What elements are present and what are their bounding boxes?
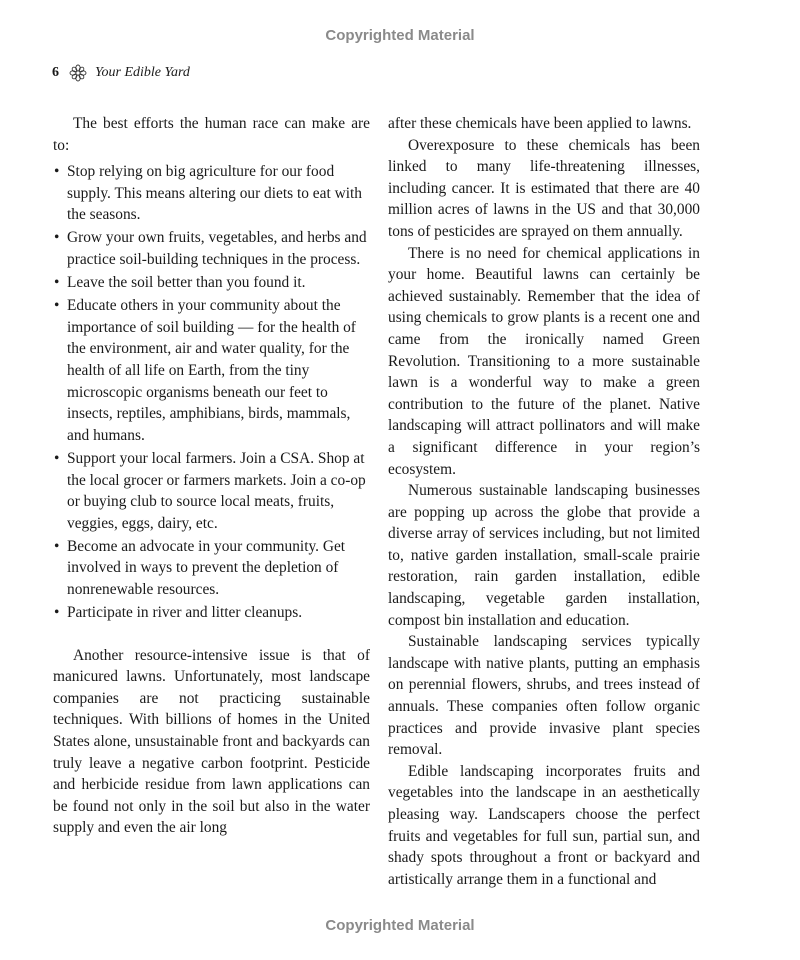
list-item: • Stop relying on big agriculture for our food supply. This means altering our diets to eat with the seasons. xyxy=(53,161,370,226)
list-item: • Participate in river and litter cleanups. xyxy=(53,602,370,624)
list-item: • Grow your own fruits, vegetables, and herbs and practice soil-building techniques in the process. xyxy=(53,227,370,270)
body-paragraph: Edible landscaping incorporates fruits and vegetables into the landscape in an aesthetically pleasing way. Landscapers choose the perfect fruits and vegetables for full sun, partial sun, and shady spots throughout a front or backyard and artistically arrange them in a functional and xyxy=(388,762,700,888)
running-head xyxy=(52,63,190,83)
body-paragraph: Overexposure to these chemicals has been linked to many life-threatening illnesses, including cancer. It is estimated that there are 40 million acres of lawns in the US and that 30,000 tons of pesticides are sprayed on them annually. xyxy=(388,136,700,240)
body-paragraph: Numerous sustainable landscaping businesses are popping up across the globe that provide a diverse array of services including, but not limited to, native garden installation, small-scale prairie restoration, rain garden installation, edible landscaping, vegetable garden installation, compost bin installation and education. xyxy=(388,482,700,629)
list-item: • Support your local farmers. Join a CSA. Shop at the local grocer or farmers markets. Join a co-op or buying club to source local meats, fruits, veggies, eggs, dairy, etc. xyxy=(53,448,370,534)
intro-paragraph: The best efforts the human race can make are to: xyxy=(53,115,370,154)
list-item: • Educate others in your community about the importance of soil building — for the health of the environment, air and water quality, for the health of all life on Earth, from the tiny microscopic organisms beneath our feet to insects, reptiles, amphibians, birds, mammals, and humans. xyxy=(53,295,370,446)
flower-ornament-icon xyxy=(69,64,87,82)
efforts-list xyxy=(53,161,370,623)
copyright-watermark-top: Copyrighted Material xyxy=(325,27,475,44)
continuation-paragraph: after these chemicals have been applied to lawns. xyxy=(388,115,692,132)
body-paragraph: There is no need for chemical applications in your home. Beautiful lawns can certainly be achieved sustainably. Remember that the idea of using chemicals to grow plants is a recent one and came from the ironically named Green Revolution. Transitioning to a more sustainable lawn is a wonderful way to make a green contribution to the future of the planet. Native landscaping will attract pollinators and will make a significant difference in your region’s ecosystem. xyxy=(388,244,700,478)
left-column xyxy=(53,113,370,839)
list-item: • Leave the soil better than you found it. xyxy=(53,272,370,294)
lawns-paragraph: Another resource-intensive issue is that of manicured lawns. Unfortunately, most landscape companies are not practicing sustainable techniques. With billions of homes in the United States alone, unsustainable front and backyards can truly leave a negative carbon footprint. Pesticide and herbicide residue from lawn applications can be found not only in the soil but also in the water supply and even the air long xyxy=(53,646,370,837)
right-column xyxy=(388,113,700,890)
list-item: • Become an advocate in your community. Get involved in ways to prevent the depletion of nonrenewable resources. xyxy=(53,536,370,601)
copyright-watermark-bottom: Copyrighted Material xyxy=(325,917,475,934)
body-paragraph: Sustainable landscaping services typically landscape with native plants, putting an emphasis on perennial flowers, shrubs, and trees instead of annuals. These companies often follow organic practices and provide invasive plant species removal. xyxy=(388,633,700,759)
book-title: Your Edible Yard xyxy=(95,65,190,80)
page-number: 6 xyxy=(52,65,59,80)
